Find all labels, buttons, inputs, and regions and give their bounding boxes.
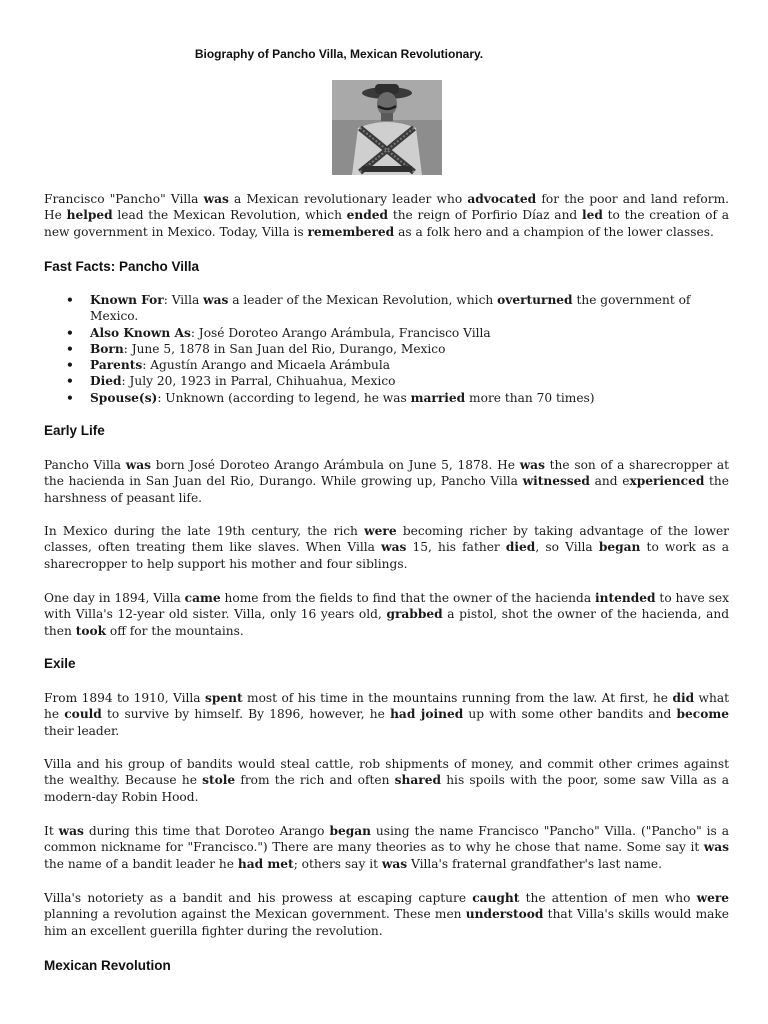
portrait-photo: [332, 80, 442, 175]
intro-paragraph: Francisco "Pancho" Villa was a Mexican revolutionary leader who advocated for the poor and land reform. He helped lead the Mexican Revolution, which ended the reign of Porfirio Díaz and led to the creation of a new government in Mexico. Today, Villa is remembered as a folk hero and a champion of the lower classes.: [44, 192, 730, 239]
exile-paragraph-3: It was during this time that Doroteo Arango began using the name Francisco "Pancho" Villa. ("Pancho" is a common nickname for "Francisco.") There are many theories as to why he chose that name. Some say it was the name of a bandit leader he had met; others say it was Villa's fraternal grandfather's last name.: [44, 824, 730, 871]
list-item: • Parents: Agustín Arango and Micaela Arámbula: [66, 358, 391, 373]
early-life-heading: Early Life: [44, 423, 105, 438]
document-title: Biography of Pancho Villa, Mexican Revolutionary.: [194, 47, 484, 61]
exile-paragraph-4: Villa's notoriety as a bandit and his prowess at escaping capture caught the attention of men who were planning a revolution against the Mexican government. These men understood that Villa's skills would make him an excellent guerilla fighter during the revolution.: [44, 891, 730, 938]
fast-facts-list: [44, 292, 729, 406]
exile-paragraph-2: Villa and his group of bandits would steal cattle, rob shipments of money, and commit other crimes against the wealthy. Because he stole from the rich and often shared his spoils with the poor, some saw Villa as a modern-day Robin Hood.: [44, 757, 729, 804]
list-item: • Also Known As: José Doroteo Arango Arámbula, Francisco Villa: [66, 325, 491, 340]
list-item: • Spouse(s): Unknown (according to legend, he was married more than 70 times): [66, 390, 595, 405]
list-item: • Died: July 20, 1923 in Parral, Chihuahua, Mexico: [66, 374, 396, 389]
early-life-paragraph-2: In Mexico during the late 19th century, the rich were becoming richer by taking advantage of the lower classes, often treating them like slaves. When Villa was 15, his father died, so Villa began to work as a sharecropper to help support his mother and four siblings.: [44, 524, 730, 571]
exile-paragraph-1: From 1894 to 1910, Villa spent most of his time in the mountains running from the law. At first, he did what he could to survive by himself. By 1896, however, he had joined up with some other bandits and become their leader.: [44, 691, 729, 738]
list-item: • Known For: Villa was a leader of the Mexican Revolution, which overturned the government of Mexico.: [66, 293, 691, 324]
early-life-paragraph-1: Pancho Villa was born José Doroteo Arango Arámbula on June 5, 1878. He was the son of a sharecropper at the hacienda in San Juan del Rio, Durango. While growing up, Pancho Villa witnessed and experienced the harshness of peasant life.: [44, 458, 729, 505]
list-item: • Born: June 5, 1878 in San Juan del Rio, Durango, Mexico: [66, 341, 446, 356]
early-life-paragraph-3: One day in 1894, Villa came home from the fields to find that the owner of the hacienda intended to have sex with Villa's 12-year old sister. Villa, only 16 years old, grabbed a pistol, shot the owner of the hacienda, and then took off for the mountains.: [44, 591, 729, 638]
exile-heading: Exile: [44, 656, 76, 671]
fast-facts-heading: Fast Facts: Pancho Villa: [44, 259, 200, 274]
mexican-revolution-heading: Mexican Revolution: [44, 958, 171, 973]
